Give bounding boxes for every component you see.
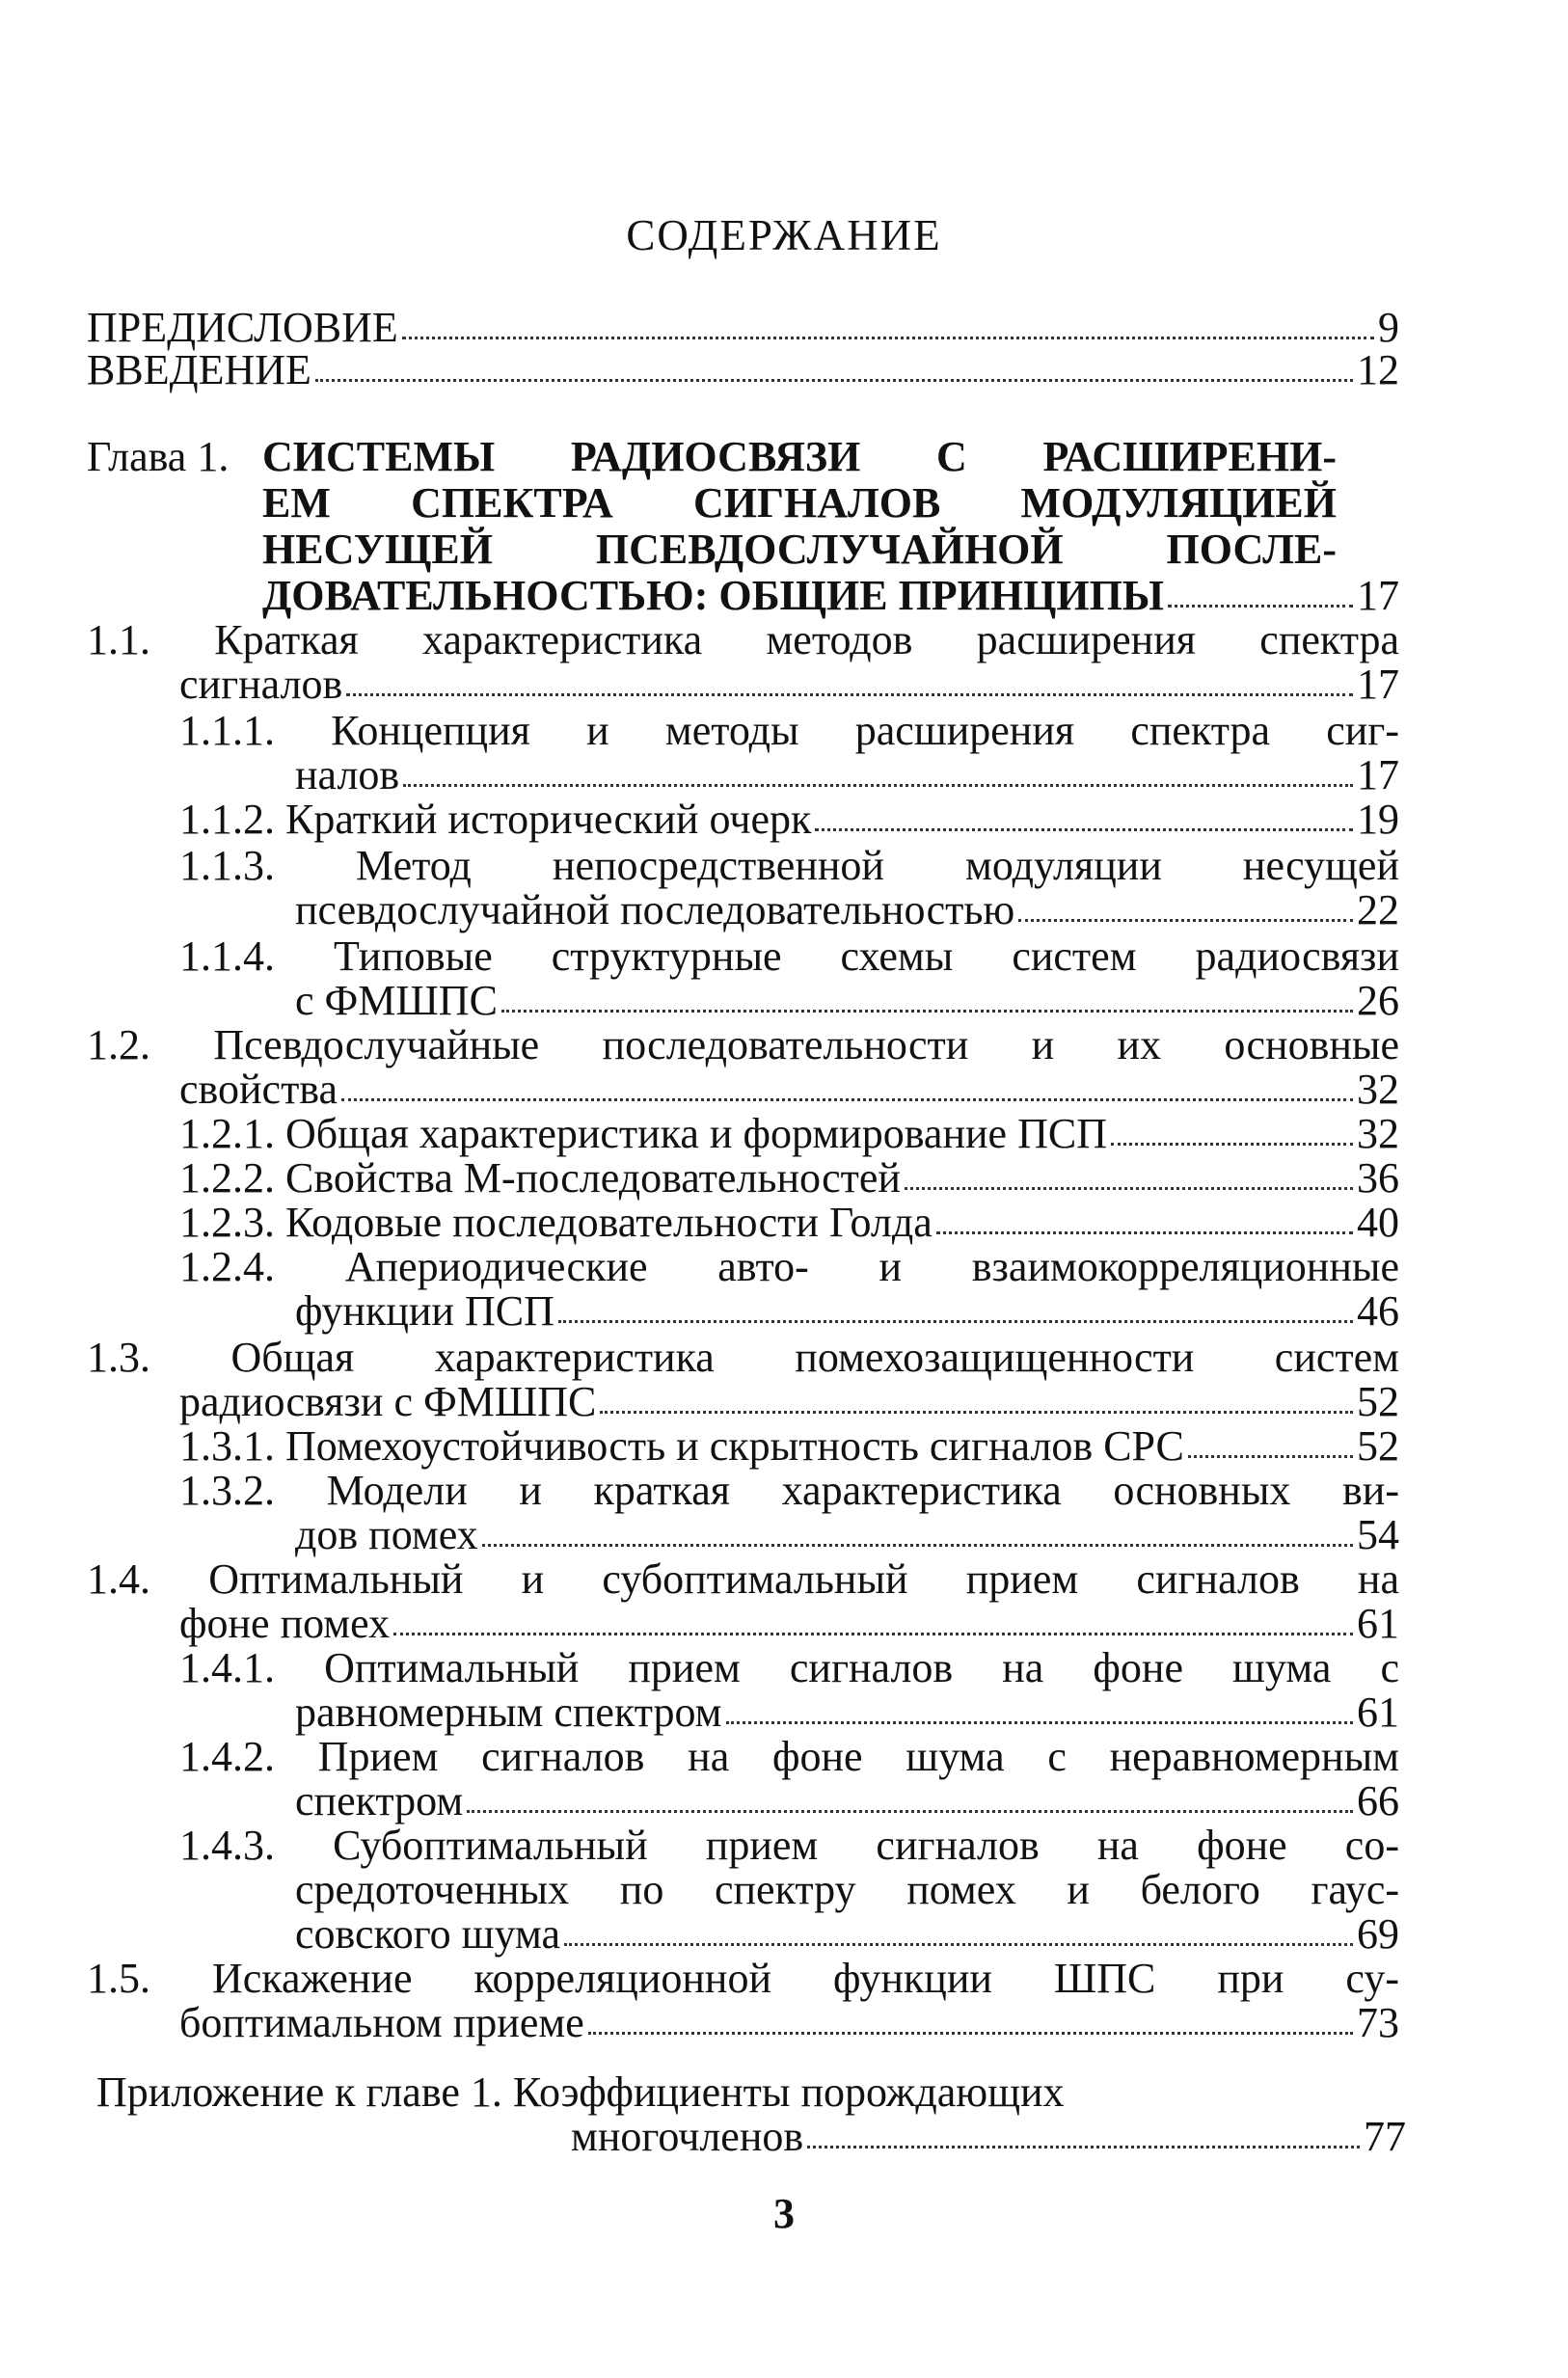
subsection-text: совского шума: [295, 1910, 561, 1958]
section-text: Искажение корреляционной функции ШПС при су-: [211, 1955, 1399, 2002]
toc-entry-page: 77: [1364, 2113, 1406, 2160]
page-title: СОДЕРЖАНИЕ: [626, 211, 942, 259]
toc-entry-1-2-3[interactable]: [179, 1200, 1399, 1246]
subsection-number: 1.1.4.: [179, 932, 275, 980]
dot-leader: [393, 1633, 1353, 1635]
dot-leader: [600, 1411, 1353, 1414]
toc-entry-page: 32: [1357, 1110, 1399, 1157]
toc-entry-1-1-4[interactable]: [295, 978, 1399, 1024]
section-text: боптимальном приеме: [179, 1999, 584, 2046]
toc-entry-1-2-4[interactable]: [295, 1288, 1399, 1335]
toc-entry-1-4-3[interactable]: [295, 1911, 1399, 1958]
appendix-title: Приложение к главе 1. Коэффициенты порождающих: [96, 2068, 1065, 2116]
toc-subsection-line: [179, 1823, 1399, 1869]
dot-leader: [558, 1320, 1353, 1323]
subsection-number: 1.4.2.: [179, 1733, 275, 1780]
toc-subsection-line: [179, 1468, 1399, 1514]
dot-leader: [726, 1721, 1353, 1724]
chapter-title-line: ДОВАТЕЛЬНОСТЬЮ: ОБЩИЕ ПРИНЦИПЫ: [262, 572, 1164, 619]
subsection-text: Краткий исторический очерк: [285, 796, 812, 843]
toc-entry-page: 46: [1357, 1287, 1399, 1335]
subsection-text: с ФМШПС: [295, 977, 498, 1024]
toc-section-line: [87, 1556, 1399, 1603]
toc-section-line: [87, 1335, 1399, 1381]
toc-entry-chapter-1[interactable]: [262, 573, 1399, 619]
toc-entry-introduction[interactable]: [87, 347, 1399, 393]
dot-leader: [1111, 1143, 1353, 1146]
subsection-text: Кодовые последовательности Голда: [285, 1199, 933, 1246]
toc-entry-page: 54: [1357, 1511, 1399, 1558]
subsection-number: 1.1.3.: [179, 842, 275, 889]
toc-entry-page: 26: [1357, 977, 1399, 1024]
toc-entry-page: 52: [1357, 1422, 1399, 1470]
toc-entry-page: 17: [1357, 572, 1399, 619]
dot-leader: [346, 693, 1353, 696]
toc-subsection-line: [179, 1645, 1399, 1691]
toc-subsection-line: средоточенных по спектру помех и белого гаус-: [295, 1866, 1399, 1913]
subsection-text: налов: [295, 751, 400, 798]
dot-leader: [1018, 919, 1353, 922]
dot-leader: [564, 1943, 1353, 1946]
toc-entry-label: ПРЕДИСЛОВИЕ: [87, 304, 398, 351]
subsection-number: 1.4.1.: [179, 1644, 275, 1691]
subsection-text: Помехоустойчивость и скрытность сигналов СРС: [285, 1422, 1184, 1470]
subsection-text: Модели и краткая характеристика основных ви-: [326, 1467, 1400, 1514]
dot-leader: [403, 784, 1353, 787]
toc-entry-page: 12: [1357, 346, 1399, 393]
toc-entry-page: 36: [1357, 1154, 1399, 1202]
subsection-text: псевдослучайной последовательностью: [295, 886, 1015, 933]
subsection-text: Прием сигналов на фоне шума с неравномерным: [317, 1733, 1399, 1780]
subsection-number: 1.2.3.: [179, 1199, 275, 1246]
page-number: 3: [773, 2190, 795, 2237]
toc-entry-page: 19: [1357, 796, 1399, 843]
dot-leader: [807, 2146, 1360, 2148]
section-text: Оптимальный и субоптимальный прием сигналов на: [208, 1555, 1399, 1603]
subsection-text: Свойства М-последовательностей: [285, 1154, 901, 1202]
toc-entry-page: 66: [1357, 1777, 1399, 1824]
toc-entry-page: 22: [1357, 886, 1399, 933]
toc-entry-page: 61: [1357, 1600, 1399, 1647]
dot-leader: [341, 1098, 1353, 1101]
section-text: Общая характеристика помехозащищенности систем: [230, 1334, 1399, 1381]
toc-entry-page: 69: [1357, 1910, 1399, 1958]
section-text: сигналов: [179, 661, 343, 708]
subsection-text: дов помех: [295, 1511, 478, 1558]
toc-entry-1-1[interactable]: [179, 662, 1399, 708]
toc-subsection-line: [179, 843, 1399, 889]
toc-entry-page: 61: [1357, 1689, 1399, 1736]
toc-entry-1-2-1[interactable]: [179, 1111, 1399, 1157]
toc-entry-1-4-1[interactable]: [295, 1689, 1399, 1736]
dot-leader: [402, 337, 1374, 339]
dot-leader: [1188, 1455, 1353, 1458]
subsection-text: равномерным спектром: [295, 1689, 722, 1736]
section-number: 1.1.: [87, 616, 150, 663]
section-number: 1.3.: [87, 1334, 150, 1381]
subsection-text: спектром: [295, 1777, 464, 1824]
dot-leader: [815, 828, 1353, 831]
toc-entry-page: 32: [1357, 1066, 1399, 1113]
toc-entry-preface[interactable]: [87, 305, 1399, 351]
dot-leader: [482, 1544, 1353, 1547]
subsection-text: Общая характеристика и формирование ПСП: [285, 1110, 1107, 1157]
section-text: Псевдослучайные последовательности и их основные: [213, 1021, 1400, 1068]
toc-entry-page: 17: [1357, 751, 1399, 798]
toc-entry-page: 52: [1357, 1378, 1399, 1425]
subsection-text: Оптимальный прием сигналов на фоне шума с: [324, 1644, 1399, 1691]
chapter-title-line: НЕСУЩЕЙ ПСЕВДОСЛУЧАЙНОЙ ПОСЛЕ-: [262, 526, 1337, 573]
subsection-number: 1.3.2.: [179, 1467, 275, 1514]
subsection-text: функции ПСП: [295, 1287, 554, 1335]
toc-section-line: [87, 617, 1399, 663]
toc-entry-1-1-2[interactable]: [179, 797, 1399, 843]
chapter-title-line: СИСТЕМЫ РАДИОСВЯЗИ С РАСШИРЕНИ-: [262, 433, 1337, 480]
toc-entry-appendix[interactable]: [571, 2114, 1406, 2160]
toc-entry-page: 17: [1357, 661, 1399, 708]
toc-subsection-line: [179, 1734, 1399, 1780]
section-text: свойства: [179, 1066, 338, 1113]
dot-leader: [936, 1231, 1353, 1234]
subsection-number: 1.3.1.: [179, 1422, 275, 1470]
section-number: 1.2.: [87, 1021, 150, 1068]
subsection-number: 1.1.2.: [179, 796, 275, 843]
toc-entry-1-3[interactable]: [179, 1379, 1399, 1425]
toc-section-line: [87, 1956, 1399, 2002]
dot-leader: [467, 1810, 1353, 1813]
subsection-text: Типовые структурные схемы систем радиосвязи: [334, 932, 1399, 980]
toc-subsection-line: [179, 708, 1399, 754]
subsection-text: Концепция и методы расширения спектра сиг-: [331, 707, 1400, 754]
subsection-text: Метод непосредственной модуляции несущей: [356, 842, 1399, 889]
appendix-text: многочленов: [571, 2113, 804, 2160]
toc-entry-1-2[interactable]: [179, 1067, 1399, 1113]
section-text: радиосвязи с ФМШПС: [179, 1378, 597, 1425]
subsection-number: 1.2.2.: [179, 1154, 275, 1202]
dot-leader: [1168, 605, 1353, 608]
toc-entry-1-3-1[interactable]: [179, 1423, 1399, 1470]
toc-entry-page: 73: [1357, 1999, 1399, 2046]
toc-entry-1-4-2[interactable]: [295, 1778, 1399, 1824]
subsection-number: 1.2.4.: [179, 1243, 275, 1290]
toc-section-line: [87, 1022, 1399, 1068]
toc-entry-label: ВВЕДЕНИЕ: [87, 346, 311, 393]
subsection-text: Апериодические авто- и взаимокорреляционные: [344, 1243, 1399, 1290]
dot-leader: [501, 1010, 1353, 1013]
subsection-text: Субоптимальный прием сигналов на фоне со-: [333, 1822, 1399, 1869]
dot-leader: [588, 2032, 1353, 2035]
toc-entry-page: 40: [1357, 1199, 1399, 1246]
toc-subsection-line: [179, 933, 1399, 980]
chapter-title-line: ЕМ СПЕКТРА СИГНАЛОВ МОДУЛЯЦИЕЙ: [262, 479, 1337, 527]
section-number: 1.4.: [87, 1555, 150, 1603]
section-text: Краткая характеристика методов расширения спектра: [214, 616, 1400, 663]
toc-entry-1-1-1[interactable]: [295, 752, 1399, 798]
dot-leader: [905, 1187, 1353, 1190]
subsection-number: 1.2.1.: [179, 1110, 275, 1157]
subsection-number: 1.4.3.: [179, 1822, 275, 1869]
section-text: фоне помех: [179, 1600, 391, 1647]
toc-subsection-line: [179, 1244, 1399, 1290]
subsection-number: 1.1.1.: [179, 707, 275, 754]
toc-entry-page: 9: [1378, 304, 1399, 351]
toc-entry-1-2-2[interactable]: [179, 1155, 1399, 1202]
toc-entry-1-1-3[interactable]: [295, 887, 1399, 933]
chapter-label: Глава 1.: [87, 433, 230, 480]
toc-entry-1-5[interactable]: [179, 2000, 1399, 2046]
toc-entry-1-4[interactable]: [179, 1601, 1399, 1647]
section-number: 1.5.: [87, 1955, 150, 2002]
toc-entry-1-3-2[interactable]: [295, 1512, 1399, 1558]
dot-leader: [315, 379, 1353, 382]
